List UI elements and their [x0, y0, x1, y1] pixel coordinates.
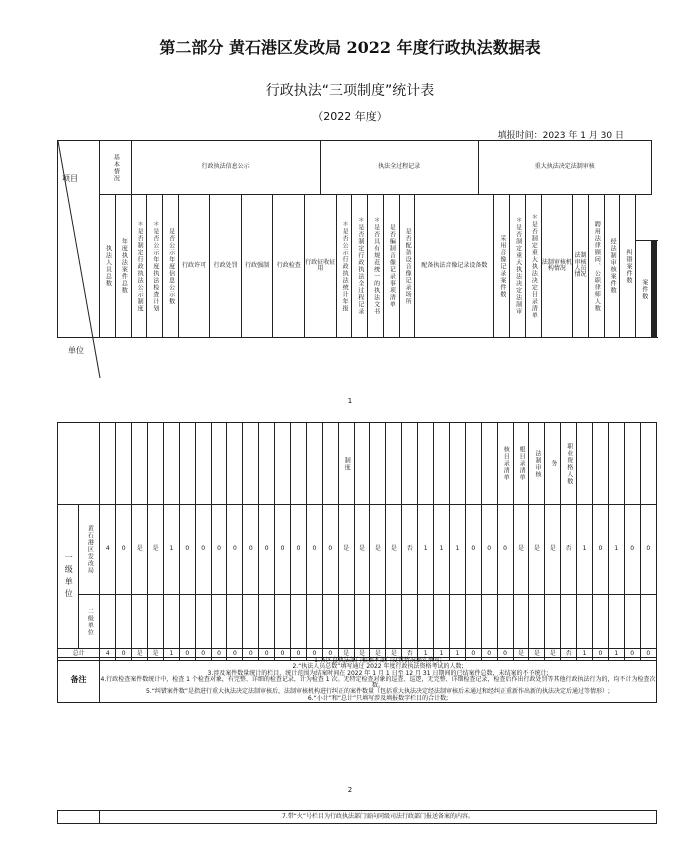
blank-cell — [211, 423, 227, 505]
data-cell: 是 — [513, 505, 529, 595]
data-cell — [227, 595, 243, 649]
total-cell: 0 — [259, 649, 275, 661]
blank-cell — [259, 423, 275, 505]
data-cell: 是 — [386, 505, 402, 595]
data-cell: 是 — [132, 505, 148, 595]
data-cell: 0 — [592, 505, 608, 595]
data-cell: 0 — [481, 505, 497, 595]
note-line: 3.涉及案件数量统计的栏目，统计范围为结案时间在 2022 年 1 月 1 日至 12 月 31 日期间的已结案件总数，未结案的不予统计; — [207, 669, 549, 677]
total-cell: 是 — [529, 649, 545, 661]
data-cell — [259, 595, 275, 649]
blank-cell — [624, 423, 640, 505]
total-cell: 1 — [434, 649, 450, 661]
blank-cell — [386, 423, 402, 505]
continued-header: 核目录清单 — [497, 423, 513, 505]
total-cell: 0 — [640, 649, 656, 661]
blank-cell — [370, 423, 386, 505]
column-header: 经法制审核案件数 — [604, 195, 620, 338]
total-cell: 0 — [179, 649, 195, 661]
blank-cell — [481, 423, 497, 505]
total-cell: 是 — [148, 649, 164, 661]
data-cell: 是 — [529, 505, 545, 595]
data-cell — [529, 595, 545, 649]
data-cell: 1 — [449, 505, 465, 595]
note-line: 2.“执法人员总数”填写通过 2022 年度行政执法资格考试的人数; — [292, 663, 464, 671]
column-header: ＊是否公示行政执法统计年报 — [336, 195, 352, 338]
document-title: 第二部分 黄石港区发改局 2022 年度行政执法数据表 — [159, 38, 541, 57]
data-cell: 是 — [545, 505, 561, 595]
total-cell: 是 — [338, 649, 354, 661]
blank-cell — [100, 423, 116, 505]
column-header: 是否公示年度信息公示数 — [163, 195, 179, 338]
total-cell: 是 — [513, 649, 529, 661]
data-cell — [354, 595, 370, 649]
total-cell: 0 — [497, 649, 513, 661]
data-cell: 1 — [434, 505, 450, 595]
column-header: 采用音像记录案件数 — [494, 195, 510, 338]
data-cell — [148, 595, 164, 649]
data-cell: 4 — [100, 505, 116, 595]
blank-cell — [195, 423, 211, 505]
total-cell: 否 — [402, 649, 418, 661]
blank-cell — [163, 423, 179, 505]
data-cell — [402, 595, 418, 649]
data-table — [57, 422, 657, 661]
continued-header: 制度 — [338, 423, 354, 505]
level1-label: 一级单位 — [58, 505, 79, 649]
data-cell: 0 — [259, 505, 275, 595]
project-label: 项目 — [62, 174, 78, 183]
column-header: ＊是否公示年度执法检查计划 — [147, 195, 163, 338]
data-cell — [592, 595, 608, 649]
review-org-subgroup-header: 法制审核机构情况 — [541, 195, 573, 338]
report-year: （2022 年度） — [312, 110, 388, 123]
blank-cell — [179, 423, 195, 505]
publicity-subgroup-header: 行政处罚 — [210, 195, 242, 338]
data-cell — [434, 595, 450, 649]
data-cell — [513, 595, 529, 649]
total-cell: 0 — [592, 649, 608, 661]
blank-cell — [227, 423, 243, 505]
note-line: 4.行政检查案件数统计中，检查 1 个检查对象，有完整、详细的检查记录，计为检查 1 次。无特定检查对象的巡查、巡逻，无完整、详细检查记录，检查后作出行政处罚等其他行政执法行为的，均不计为检查次数。 — [100, 675, 656, 690]
total-cell: 0 — [465, 649, 481, 661]
total-cell: 0 — [291, 649, 307, 661]
data-cell — [370, 595, 386, 649]
column-header: 聘用法律顾问、公职律师人数 — [588, 195, 604, 338]
level2-label: 二级单位 — [79, 595, 100, 649]
data-cell: 是 — [354, 505, 370, 595]
data-cell — [163, 595, 179, 649]
blank-cell — [58, 423, 100, 505]
data-cell: 是 — [370, 505, 386, 595]
data-cell: 否 — [561, 505, 577, 595]
av-equipment-subgroup-header: 配备执法音像记录设备数 — [415, 195, 494, 338]
data-cell — [211, 595, 227, 649]
total-cell: 1 — [163, 649, 179, 661]
basic-info-header: 基本情况 — [100, 141, 132, 195]
column-header: 纠错案件数 — [620, 195, 636, 338]
review-staff-subgroup-header: 法制审核人员情况 — [573, 195, 589, 338]
data-cell — [608, 595, 624, 649]
column-header: 是否编制音像记录事项清单 — [383, 195, 399, 338]
publicity-subgroup-header: 行政检查 — [273, 195, 305, 338]
data-cell — [545, 595, 561, 649]
data-cell: 0 — [243, 505, 259, 595]
blank-cell — [418, 423, 434, 505]
data-cell: 0 — [465, 505, 481, 595]
data-cell: 0 — [322, 505, 338, 595]
notes-label: 备注 — [58, 658, 100, 703]
data-cell — [465, 595, 481, 649]
data-cell — [640, 595, 656, 649]
column-header: ＊是否制定行政执法公示制度 — [131, 195, 147, 338]
continued-header: 法制审核 — [529, 423, 545, 505]
note-line: 6.“小计”和“总计”只填写涉及填报数字栏目的合计数; — [307, 694, 449, 702]
data-cell — [497, 595, 513, 649]
data-cell: 是 — [148, 505, 164, 595]
publicity-group-header: 行政执法信息公示 — [131, 141, 320, 195]
data-cell — [449, 595, 465, 649]
data-cell: 0 — [227, 505, 243, 595]
table-title: 行政执法“三项制度”统计表 — [265, 83, 435, 99]
blank-cell — [322, 423, 338, 505]
total-label: 总计 — [58, 649, 100, 661]
total-cell: 1 — [449, 649, 465, 661]
note-line: 1.各区直执法部门根据本部门设置情况据实填写; — [314, 657, 442, 664]
publicity-subgroup-header: 行政征收征用 — [304, 195, 336, 338]
blank-cell — [148, 423, 164, 505]
data-cell: 1 — [418, 505, 434, 595]
data-cell: 0 — [497, 505, 513, 595]
blank-cell — [306, 423, 322, 505]
total-cell: 是 — [386, 649, 402, 661]
data-cell — [275, 595, 291, 649]
total-cell: 是 — [132, 649, 148, 661]
total-cell: 是 — [545, 649, 561, 661]
total-cell: 4 — [100, 649, 116, 661]
publicity-subgroup-header: 行政许可 — [178, 195, 210, 338]
note-line: 7.带“火”号栏目为行政执法部门需向同级司法行政部门报送备案的内容。 — [100, 811, 657, 824]
blank-cell — [116, 423, 132, 505]
blank-cell — [402, 423, 418, 505]
total-cell: 0 — [322, 649, 338, 661]
data-cell — [132, 595, 148, 649]
data-cell — [386, 595, 402, 649]
column-header: 是否配备设音像记录场所 — [399, 195, 415, 338]
total-cell: 1 — [418, 649, 434, 661]
data-cell: 1 — [577, 505, 593, 595]
blank-cell — [354, 423, 370, 505]
corner-cell — [58, 141, 100, 355]
continued-header: 根目录清单 — [513, 423, 529, 505]
fill-date: 填报时间：2023 年 1 月 30 日 — [497, 131, 624, 141]
data-cell — [481, 595, 497, 649]
data-cell — [116, 595, 132, 649]
data-cell — [322, 595, 338, 649]
total-cell: 0 — [227, 649, 243, 661]
notes-continued-table — [57, 810, 657, 824]
column-header: 执法人员总数 — [100, 195, 116, 338]
total-cell: 0 — [211, 649, 227, 661]
data-cell — [418, 595, 434, 649]
data-cell: 0 — [291, 505, 307, 595]
process-record-group-header: 执法全过程记录 — [320, 141, 478, 195]
data-cell — [338, 595, 354, 649]
unit-label: 单位 — [68, 346, 84, 355]
data-cell: 0 — [179, 505, 195, 595]
data-cell: 0 — [195, 505, 211, 595]
column-header: ＊是否制定行政执法全过程记录 — [352, 195, 368, 338]
continued-header: 务 — [545, 423, 561, 505]
data-cell: 否 — [402, 505, 418, 595]
blank-cell — [577, 423, 593, 505]
column-header: ＊是否制定重大执法决定目录清单 — [525, 195, 541, 338]
org-name: 黄石港区发改局 — [79, 505, 100, 595]
blank-cell — [608, 423, 624, 505]
data-cell: 0 — [306, 505, 322, 595]
blank-cell — [243, 423, 259, 505]
publicity-subgroup-header: 行政强制 — [241, 195, 273, 338]
total-cell: 1 — [608, 649, 624, 661]
data-cell — [306, 595, 322, 649]
total-cell: 0 — [243, 649, 259, 661]
page-number-2: 2 — [347, 786, 353, 794]
data-cell: 是 — [338, 505, 354, 595]
data-cell: 0 — [640, 505, 656, 595]
data-cell — [291, 595, 307, 649]
total-cell: 0 — [116, 649, 132, 661]
data-cell: 1 — [608, 505, 624, 595]
data-cell: 0 — [211, 505, 227, 595]
data-cell — [561, 595, 577, 649]
data-cell: 1 — [163, 505, 179, 595]
blank-cell — [465, 423, 481, 505]
continued-header: 职业资格人数 — [561, 423, 577, 505]
data-cell — [100, 595, 116, 649]
total-cell: 0 — [195, 649, 211, 661]
notes-continued-blank — [58, 811, 100, 824]
blank-cell — [592, 423, 608, 505]
column-header: ＊是否具有规范统一的执法文书 — [368, 195, 384, 338]
blank-cell — [275, 423, 291, 505]
data-cell: 0 — [624, 505, 640, 595]
total-cell: 0 — [624, 649, 640, 661]
review-group-header: 重大执法决定法制审核 — [478, 141, 651, 195]
total-cell: 是 — [370, 649, 386, 661]
data-cell: 0 — [275, 505, 291, 595]
data-cell — [577, 595, 593, 649]
page-number-1: 1 — [347, 397, 353, 405]
total-cell: 0 — [275, 649, 291, 661]
total-cell: 0 — [481, 649, 497, 661]
data-cell: 0 — [116, 505, 132, 595]
column-header: 年度执法案件总数 — [115, 195, 131, 338]
column-header: 案件数 — [636, 241, 652, 338]
data-cell — [179, 595, 195, 649]
total-cell: 是 — [354, 649, 370, 661]
total-cell: 1 — [577, 649, 593, 661]
total-cell: 0 — [306, 649, 322, 661]
column-header: ＊是否制定重大执法决定法制审 — [510, 195, 526, 338]
note-line: 5.“纠错案件数”是指进行重大执法决定法制审核后，法制审核机构进行纠正的案件数量（包括重大执法决定经法制审核后未通过和经纠正重新作出新的执法决定后通过等情形）; — [146, 688, 610, 696]
blank-cell — [132, 423, 148, 505]
notes-table — [57, 657, 657, 703]
data-cell — [195, 595, 211, 649]
blank-cell — [434, 423, 450, 505]
data-cell — [243, 595, 259, 649]
blank-cell — [640, 423, 656, 505]
data-cell — [624, 595, 640, 649]
header-table — [57, 140, 657, 355]
total-cell: 否 — [561, 649, 577, 661]
blank-cell — [291, 423, 307, 505]
blank-cell — [449, 423, 465, 505]
notes-content — [100, 658, 657, 703]
